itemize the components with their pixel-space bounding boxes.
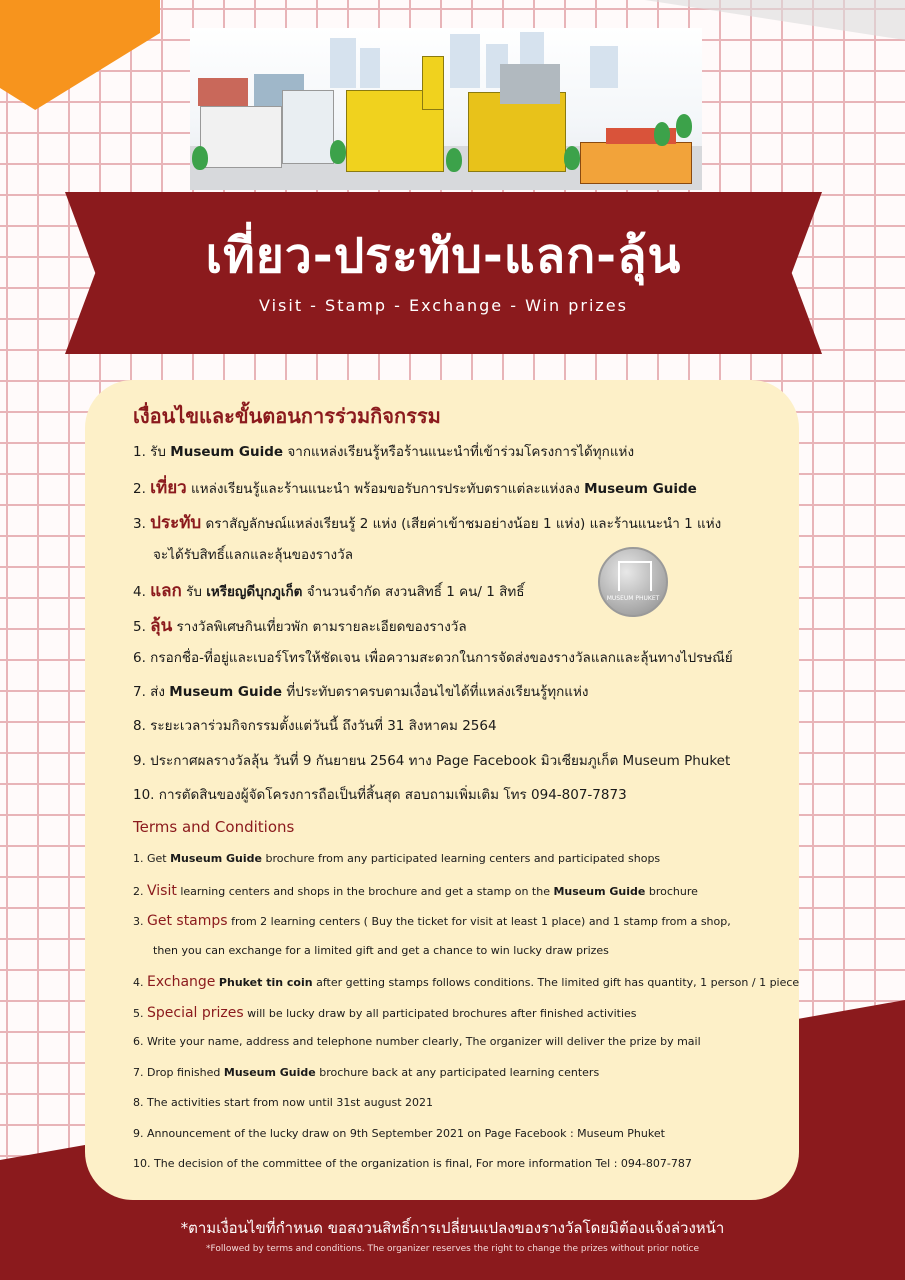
list-item [133, 783, 773, 805]
item-pre: รับ [181, 584, 207, 601]
item-key: Visit [147, 882, 177, 899]
list-item [133, 714, 773, 736]
list-item [133, 577, 773, 604]
item-num: 8. [133, 718, 151, 735]
item-num: 10. [133, 787, 159, 803]
item-num: 5. [133, 618, 151, 635]
item-pre: The decision of the committee of the organization is final, For more information Tel : 094-807-787 [154, 1157, 692, 1170]
item-bold: Museum Guide [170, 852, 262, 865]
item-key: Get stamps [147, 913, 228, 929]
item-num: 9. [133, 1126, 147, 1140]
item-post: brochure back at any participated learning centers [315, 1065, 600, 1079]
old-town-illustration [190, 28, 702, 190]
banner-title: เที่ยว-ประทับ-แลก-ลุ้น [205, 228, 682, 284]
item-key: ประทับ [150, 512, 202, 533]
list-item [133, 646, 773, 668]
list-item [133, 852, 773, 865]
item-pre: Write your name, address and telephone number clearly, The organizer will deliver the prize by mail [147, 1035, 701, 1048]
item-cont: then you can exchange for a limited gift and get a chance to win lucky draw prizes [153, 943, 609, 957]
item-num: 7. [133, 684, 151, 701]
item-bold: Museum Guide [169, 684, 283, 701]
item-num: 5. [133, 1006, 147, 1020]
item-num: 6. [133, 649, 151, 666]
list-item [133, 913, 773, 929]
list-item [133, 612, 773, 639]
item-pre: รับ [150, 444, 171, 460]
item-post: after getting stamps follows conditions. The limited gift has quantity, 1 person / 1 piece [312, 976, 800, 989]
footer-note-thai: *ตามเงื่อนไขที่กำหนด ขอสงวนสิทธิ์การเปลี่ยนแปลงของรางวัลโดยมิต้องแจ้งล่วงหน้า [180, 1219, 725, 1237]
item-pre: การตัดสินของผู้จัดโครงการถือเป็นที่สิ้นสุด สอบถามเพิ่มเติม โทร 094-807-7873 [158, 787, 627, 803]
item-pre: แหล่งเรียนรู้และร้านแนะนำ พร้อมขอรับการประทับตราแต่ละแห่งลง [186, 481, 585, 498]
list-item [133, 509, 773, 536]
item-num: 1. [133, 444, 151, 460]
item-pre: รางวัลพิเศษกินเที่ยวพัก ตามรายละเอียดของรางวัล [172, 618, 467, 635]
list-item [133, 440, 773, 462]
item-bold: Museum Guide [584, 481, 697, 498]
item-key: แลก [150, 581, 182, 602]
item-pre: Announcement of the lucky draw on 9th September 2021 on Page Facebook : Museum Phuket [147, 1126, 665, 1140]
item-post: จากแหล่งเรียนรู้หรือร้านแนะนำที่เข้าร่วมโครงการได้ทุกแห่ง [283, 444, 635, 460]
item-num: 3. [133, 915, 147, 928]
item-pre: ประกาศผลรางวัลลุ้น วันที่ 9 กันยายน 2564 ทาง Page Facebook มิวเซียมภูเก็ต Museum Phuket [150, 752, 731, 769]
item-pre: from 2 learning centers ( Buy the ticket for visit at least 1 place) and 1 stamp from a shop, [227, 915, 731, 928]
phuket-tin-coin-image [598, 547, 668, 617]
list-item [133, 1127, 773, 1140]
footer-note-english: *Followed by terms and conditions. The organizer reserves the right to change the prizes without prior notice [205, 1244, 700, 1254]
museum-building-icon [618, 561, 652, 591]
item-num: 4. [133, 976, 147, 989]
item-num: 2. [133, 481, 151, 498]
list-item [133, 1066, 773, 1079]
list-item [133, 1035, 773, 1048]
item-bold: Museum Guide [170, 444, 284, 460]
item-bold: Museum Guide [223, 1065, 316, 1079]
item-key: ลุ้น [150, 615, 173, 636]
item-pre: The activities start from now until 31st august 2021 [147, 1096, 434, 1109]
item-cont: จะได้รับสิทธิ์แลกและลุ้นของรางวัล [153, 546, 353, 563]
item-post: ที่ประทับตราครบตามเงื่อนไขได้ที่แหล่งเรียนรู้ทุกแห่ง [282, 684, 589, 701]
item-num: 1. [133, 852, 147, 865]
list-item [133, 974, 800, 990]
item-num: 7. [133, 1065, 147, 1079]
item-pre: กรอกชื่อ-ที่อยู่และเบอร์โทรให้ชัดเจน เพื่อความสะดวกในการจัดส่งของรางวัลแลกและลุ้นทางไปรษณีย์ [150, 649, 733, 666]
list-item [133, 749, 773, 771]
item-post: brochure from any participated learning centers and participated shops [261, 852, 661, 865]
item-pre: ส่ง [150, 684, 170, 701]
item-key: Special prizes [147, 1004, 244, 1021]
list-item [133, 680, 773, 702]
list-item [133, 1157, 773, 1170]
list-item [133, 883, 773, 899]
item-num: 4. [133, 584, 151, 601]
item-num: 9. [133, 752, 151, 769]
list-item [133, 474, 773, 501]
item-pre: ดราสัญลักษณ์แหล่งเรียนรู้ 2 แห่ง (เสียค่าเข้าชมอย่างน้อย 1 แห่ง) และร้านแนะนำ 1 แห่ง [201, 515, 722, 532]
item-post: จำนวนจำกัด สงวนสิทธิ์ 1 คน/ 1 สิทธิ์ [302, 584, 525, 601]
english-terms-heading: Terms and Conditions [133, 818, 295, 836]
item-bold: Phuket tin coin [218, 976, 313, 989]
item-num: 8. [133, 1096, 147, 1109]
list-item [133, 1096, 773, 1109]
item-bold: เหรียญดีบุกภูเก็ต [206, 584, 303, 601]
list-item [133, 1005, 773, 1021]
item-num: 10. [133, 1157, 154, 1170]
item-num: 3. [133, 515, 151, 532]
item-pre: Get [147, 852, 171, 865]
item-num: 6. [133, 1035, 147, 1048]
item-key: Exchange [147, 974, 216, 990]
item-pre: will be lucky draw by all participated brochures after finished activities [243, 1006, 637, 1020]
item-pre: Drop finished [147, 1065, 224, 1079]
coin-label: MUSEUM PHUKET [606, 595, 660, 602]
item-pre: ระยะเวลาร่วมกิจกรรมตั้งแต่วันนี้ ถึงวันที่ 31 สิงหาคม 2564 [150, 718, 497, 735]
item-num: 2. [133, 884, 147, 898]
item-bold: Museum Guide [553, 884, 646, 898]
banner-subtitle: Visit - Stamp - Exchange - Win prizes [259, 296, 628, 315]
list-item [133, 543, 793, 565]
thai-conditions-heading: เงื่อนไขและขั้นตอนการร่วมกิจกรรม [133, 404, 441, 428]
item-post: brochure [645, 884, 698, 898]
item-key: เที่ยว [150, 478, 187, 499]
list-item [133, 944, 793, 957]
item-pre: learning centers and shops in the brochure and get a stamp on the [176, 884, 554, 898]
